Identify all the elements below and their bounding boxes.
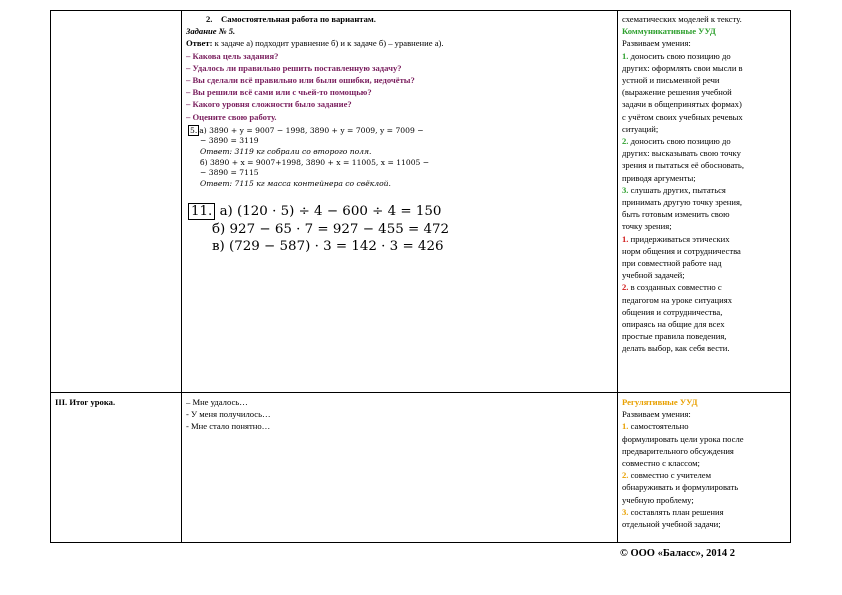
solution-5-line-1: 5. а) 3890 + y = 9007 − 1998, 3890 + y = 7009, y = 7009 − — [190, 125, 424, 135]
communicative-item-5: 2. в созданных совместно с педагогом на уроке ситуациях общения и сотрудничества, опираясь на общие для всех простые правила поведения, делать выбор, как себя вести. — [622, 282, 733, 354]
section-heading — [186, 13, 614, 25]
section-heading-number: 2. — [206, 14, 213, 24]
communicative-item-1: 1. доносить свою позицию до других: оформлять свои мысли в устной и письменной речи (выражение решения учебной задачи в общепринятых формах) с учётом своих учебных речевых ситуаций; — [622, 50, 743, 134]
answer-text: к задаче а) подходит уравнение б) и к задаче б) – уравнение а). — [212, 38, 444, 49]
solution-5-block — [186, 126, 614, 190]
solution-5-number: 5. — [190, 125, 198, 135]
regulatory-item-3: 3. составлять план решения отдельной учебной задачи; — [622, 506, 724, 530]
table-bottom-border — [50, 542, 790, 543]
communicative-item-2: 2. доносить свою позицию до других: высказывать свою точку зрения и пытаться её обосновать, приводя аргументы; — [622, 136, 744, 183]
table-top-border — [50, 10, 790, 11]
question-3: – Вы сделали всё правильно или были ошибки, недочёты? — [186, 75, 415, 86]
communicative-item-4: 1. придерживаться этических норм общения и сотрудничества при совместной работе над учебной задачей; — [622, 233, 741, 281]
question-5: – Какого уровня сложности было задание? — [186, 99, 352, 110]
lesson-summary-stage: III. Итог урока. — [55, 397, 116, 407]
section-heading-text: Самостоятельная работа по вариантам. — [221, 14, 376, 24]
communicative-item-3: 3. слушать других, пытаться принимать другую точку зрения, быть готовым изменить свою точку зрения; — [622, 184, 743, 232]
row-divider — [50, 392, 790, 393]
copyright-footer: © ООО «Баласс», 2014 2 — [620, 548, 735, 559]
row1-stage-cell — [55, 13, 177, 391]
regulatory-intro: Развиваем умения: — [622, 409, 691, 420]
question-1: – Какова цель задания? — [186, 50, 279, 61]
question-2: – Удалось ли правильно решить поставленную задачу? — [186, 62, 402, 73]
solution-11-line-3: в) (729 − 587) · 3 = 142 · 3 = 426 — [212, 239, 444, 255]
row1-content-cell — [186, 13, 614, 391]
solution-5-line-5: − 3890 = 7115 — [200, 168, 259, 178]
table-right-border — [790, 10, 791, 543]
reflection-line-1: – Мне удалось… — [186, 397, 248, 407]
question-4: – Вы решили всё сами или с чьей-то помощью? — [186, 87, 372, 98]
solution-5-line-2: − 3890 = 3119 — [200, 136, 259, 146]
solution-5-line-6: Ответ: 7115 кг масса контейнера со свёклой. — [200, 178, 391, 188]
solution-5-line-3: Ответ: 3119 кг собрали со второго поля. — [200, 147, 372, 157]
communicative-intro: Развиваем умения: — [622, 38, 691, 49]
uud-continuation: схематических моделей к тексту. — [622, 14, 742, 24]
column-divider-1 — [181, 10, 182, 543]
regulatory-item-1: 1. самостоятельно формулировать цели урока после предварительного обсуждения совместно с классом; — [622, 421, 744, 469]
row1-uud-cell — [622, 13, 786, 391]
column-divider-2 — [617, 10, 618, 543]
solution-5-line-4: б) 3890 + x = 9007+1998, 3890 + x = 11005, x = 11005 − — [200, 157, 430, 167]
answer-line — [186, 37, 614, 49]
reflection-line-3: - Мне стало понятно… — [186, 421, 271, 432]
regulatory-uud-title: Регулятивные УУД — [622, 397, 698, 407]
solution-11-block — [186, 203, 614, 256]
reflection-line-2: - У меня получилось… — [186, 409, 271, 420]
communicative-uud-title: Коммуникативные УУД — [622, 26, 716, 37]
solution-11-number: 11. — [188, 203, 215, 220]
question-6: – Оцените свою работу. — [186, 111, 277, 122]
solution-11-line-2: б) 927 − 65 · 7 = 927 − 455 = 472 — [212, 221, 450, 237]
row2-content-cell — [186, 396, 614, 540]
answer-prefix: Ответ: — [186, 38, 213, 49]
task-title: Задание № 5. — [186, 26, 236, 37]
table-left-border — [50, 10, 51, 543]
row2-uud-cell — [622, 396, 786, 540]
solution-11-line-1: 11. а) (120 · 5) ÷ 4 − 600 ÷ 4 = 150 — [188, 203, 614, 221]
regulatory-item-2: 2. совместно с учителем обнаруживать и формулировать учебную проблему; — [622, 470, 739, 505]
